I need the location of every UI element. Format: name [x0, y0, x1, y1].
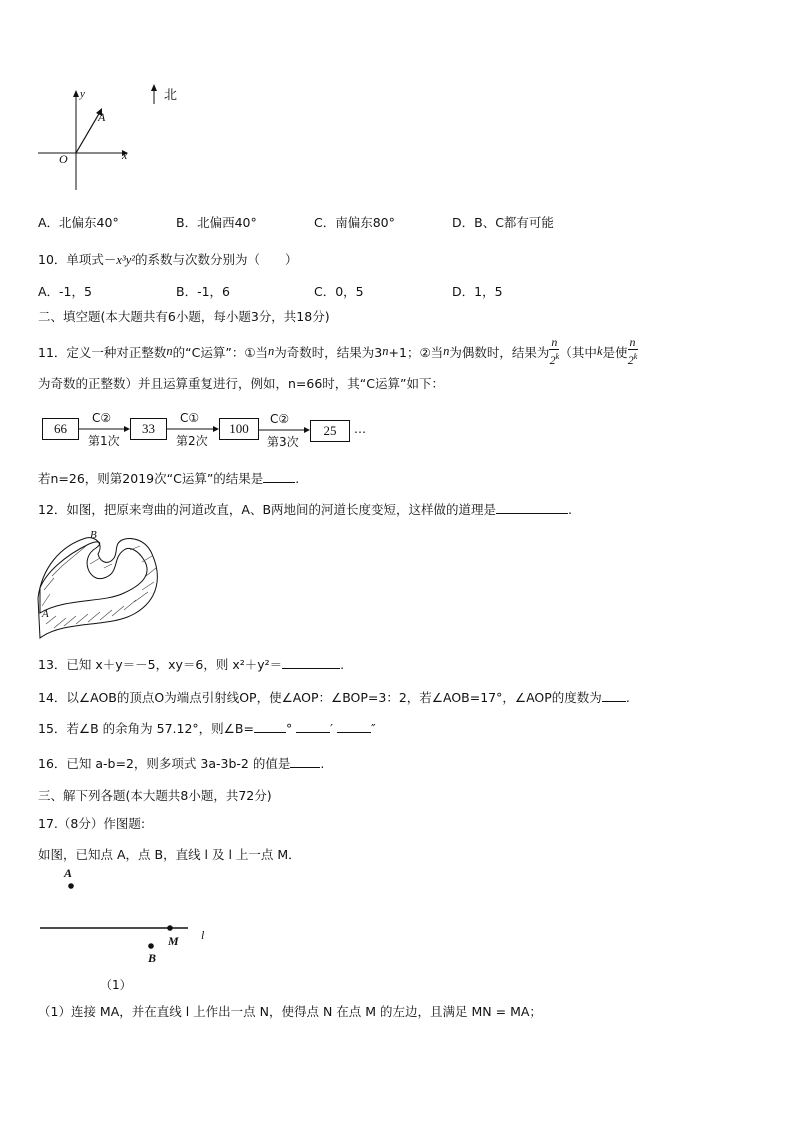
q10-option-d: D．1，5 — [452, 284, 503, 299]
origin-label: O — [59, 152, 68, 166]
q10-stem-pre: 10．单项式－ — [38, 252, 117, 267]
point-b — [148, 943, 154, 949]
q17-label-m: M — [168, 934, 179, 948]
q11-line-3: 若n=26，则第2019次“C运算”的结果是 . — [38, 471, 300, 486]
q11-var-n: n — [382, 344, 389, 358]
river-figure — [34, 528, 164, 643]
q10-stem-post: 的系数与次数分别为（ ） — [135, 252, 298, 267]
q9-option-d: D．B、C都有可能 — [452, 215, 554, 230]
q14-stem: 14．以∠AOB的顶点O为端点引射线OP，使∠AOP：∠BOP=3：2，若∠AOB=17°，∠AOP的度数为 . — [38, 690, 630, 705]
flow-op-2: C① — [180, 411, 200, 425]
q17-label-b: B — [148, 951, 157, 965]
q15-stem: 15．若∠B 的余角为 57.12°，则∠B= ° ′ ″ — [38, 721, 376, 736]
q17-intro: 如图，已知点 A，点 B，直线 l 及 l 上一点 M． — [38, 847, 301, 862]
q17-title: 17.（8分）作图题: — [38, 816, 146, 831]
q15-text: 15．若∠B 的余角为 57.12°，则∠B= — [38, 721, 254, 736]
x-axis-label: x — [122, 148, 128, 162]
q10-option-b: B．-1，6 — [176, 284, 230, 299]
q10-option-c: C．0，5 — [314, 284, 364, 299]
q9-option-a: A．北偏东40° — [38, 215, 119, 230]
flow-step-3: 第3次 — [267, 435, 299, 449]
q11-var-n: n — [268, 344, 275, 358]
q14-text: 14．以∠AOB的顶点O为端点引射线OP，使∠AOP：∠BOP=3：2，若∠AOB=17°，∠AOP的度数为 — [38, 690, 602, 705]
q11-var-n: n — [443, 344, 450, 358]
q11-line-3-text: 若n=26，则第2019次“C运算”的结果是 — [38, 471, 264, 486]
flow-op-3: C② — [270, 412, 290, 426]
q17-figure-caption: （1） — [100, 978, 132, 992]
answer-blank-degrees[interactable] — [254, 720, 286, 733]
q11-text-g: 是使 — [602, 344, 628, 360]
flow-box-4: 25 — [310, 420, 350, 442]
q11-text-a: 11．定义一种对正整数 — [38, 344, 167, 360]
river-label-b: B — [90, 529, 97, 541]
q16-text: 16．已知 a-b=2，则多项式 3a-3b-2 的值是 — [38, 756, 291, 771]
point-a — [68, 883, 74, 889]
answer-blank[interactable] — [496, 501, 568, 514]
answer-blank[interactable] — [263, 470, 295, 483]
q11-var-n: n — [166, 344, 173, 358]
q11-text-b: 的“C运算”：①当 — [172, 344, 269, 360]
q10-expr: x³y² — [116, 253, 135, 267]
q11-line-2: 为奇数的正整数）并且运算重复进行，例如，n=66时，其“C运算”如下： — [38, 376, 444, 391]
q10-option-a: A．-1，5 — [38, 284, 92, 299]
q11-text-f: （其中 — [559, 344, 597, 360]
point-m — [167, 925, 173, 931]
frac-numerator: n — [551, 335, 558, 349]
q11-text-d: +1；②当 — [388, 344, 444, 360]
q17-label-l: l — [201, 928, 205, 942]
q17-sub-1: （1）连接 MA，并在直线 l 上作出一点 N，使得点 N 在点 M 的左边，且满足 MN = MA； — [38, 1004, 542, 1019]
answer-blank[interactable] — [282, 656, 340, 669]
q11-fraction-2 — [628, 336, 638, 367]
q17-figure — [36, 866, 226, 966]
answer-blank[interactable] — [290, 755, 320, 768]
q13-text: 13．已知 x＋y＝－5，xy＝6，则 x²＋y²＝ — [38, 657, 283, 672]
river-label-a: A — [42, 608, 49, 620]
q12-text: 12．如图，把原来弯曲的河道改直，A、B两地间的河道长度变短，这样做的道理是 — [38, 502, 497, 517]
flow-step-2: 第2次 — [176, 434, 208, 448]
answer-blank[interactable] — [602, 689, 626, 702]
answer-blank-minutes[interactable] — [296, 720, 330, 733]
q9-option-c: C．南偏东80° — [314, 215, 395, 230]
flow-ellipsis: … — [354, 422, 366, 436]
north-label: 北 — [164, 88, 178, 103]
q11-text-c: 为奇数时，结果为3 — [274, 344, 383, 360]
frac-numerator: n — [629, 335, 636, 349]
flow-op-1: C② — [92, 411, 112, 425]
q17-label-a: A — [64, 866, 73, 880]
section-2-heading: 二、填空题(本大题共有6小题，每小题3分，共18分) — [38, 309, 330, 324]
q11-var-k: k — [596, 344, 603, 358]
frac-denominator: 2$^k$ — [549, 352, 560, 367]
frac-denominator: 2$^k$ — [627, 352, 638, 367]
q16-stem: 16．已知 a-b=2，则多项式 3a-3b-2 的值是 . — [38, 756, 325, 771]
flow-step-1: 第1次 — [88, 434, 120, 448]
section-3-heading: 三、解下列各题(本大题共8小题，共72分) — [38, 788, 272, 803]
q9-option-b: B．北偏西40° — [176, 215, 257, 230]
q13-stem: 13．已知 x＋y＝－5，xy＝6，则 x²＋y²＝ . — [38, 657, 345, 672]
flow-box-1: 66 — [42, 418, 79, 440]
flow-arrows — [0, 0, 400, 460]
flow-box-3: 100 — [219, 418, 259, 440]
q11-text-e: 为偶数时，结果为 — [449, 344, 550, 360]
q11-fraction — [549, 336, 559, 367]
answer-blank-seconds[interactable] — [337, 720, 371, 733]
point-a-label: A — [98, 110, 106, 124]
flow-box-2: 33 — [130, 418, 167, 440]
y-axis-label: y — [80, 88, 85, 100]
q12-stem: 12．如图，把原来弯曲的河道改直，A、B两地间的河道长度变短，这样做的道理是 . — [38, 502, 573, 517]
